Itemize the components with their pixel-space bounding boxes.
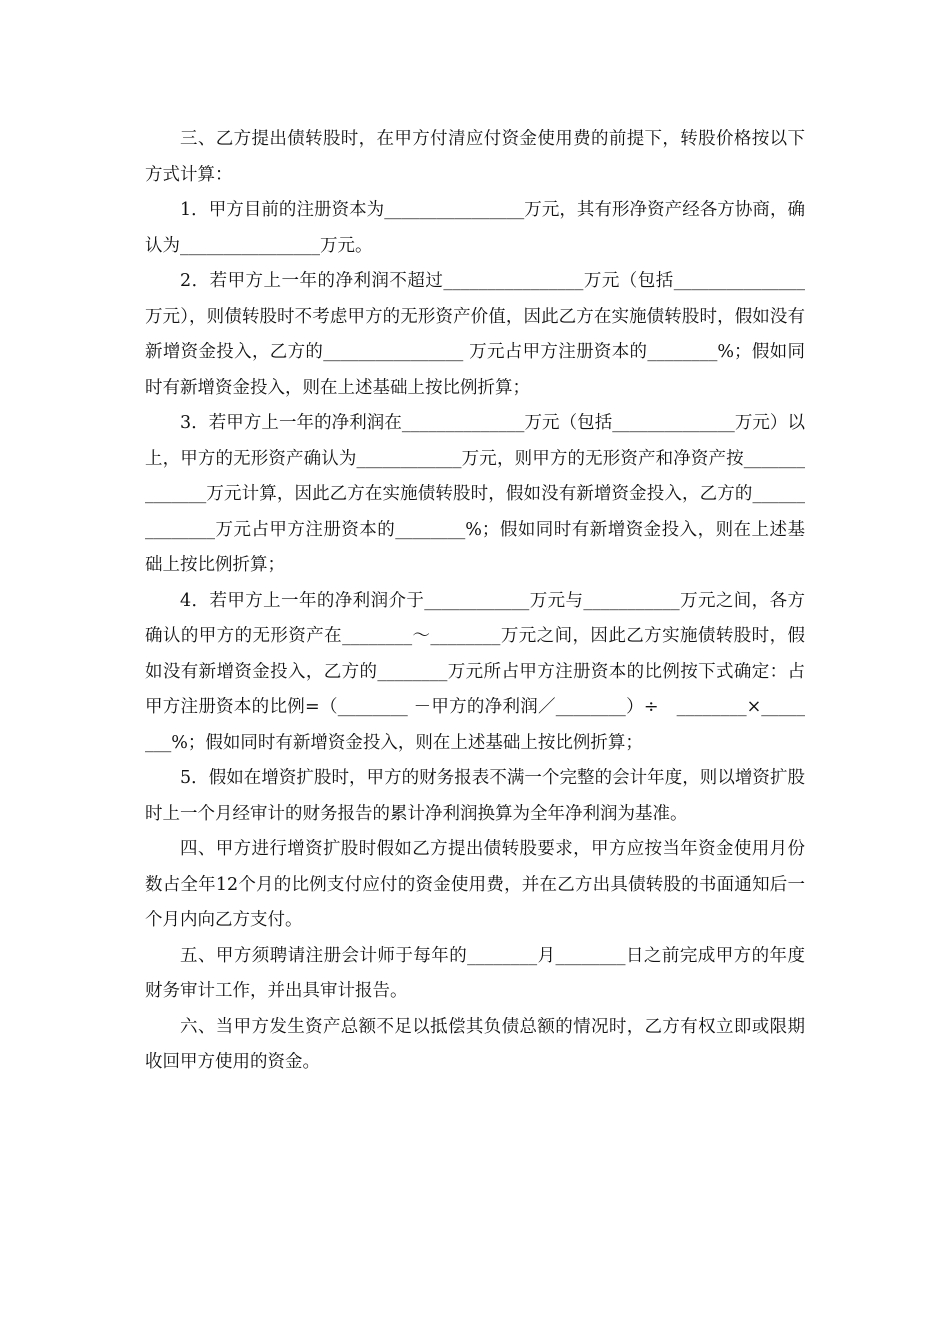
document-body [145, 122, 805, 1081]
paragraph-item-3: 3．若甲方上一年的净利润在______________万元（包括______________万元）以上，甲方的无形资产确认为____________万元，则甲方的无形资产和净资产按______________万元计算，因此乙方在实施债转股时，假如没有新增资金投入，乙方的______________万元占甲方注册资本的________%；假如同时有新增资金投入，则在上述基础上按比例折算； [145, 413, 805, 575]
paragraph-clause-3: 三、乙方提出债转股时，在甲方付清应付资金使用费的前提下，转股价格按以下方式计算： [145, 129, 805, 185]
paragraph-clause-6: 六、当甲方发生资产总额不足以抵偿其负债总额的情况时，乙方有权立即或限期收回甲方使用的资金。 [145, 1016, 805, 1072]
paragraph-item-4: 4．若甲方上一年的净利润介于____________万元与___________万元之间，各方确认的甲方的无形资产在________～________万元之间，因此乙方实施债转股时，假如没有新增资金投入，乙方的________万元所占甲方注册资本的比例按下式确定：占甲方注册资本的比例=（________ －甲方的净利润／________）÷ ________×________%；假如同时有新增资金投入，则在上述基础上按比例折算； [145, 590, 805, 753]
paragraph-item-1: 1．甲方目前的注册资本为________________万元，其有形净资产经各方协商，确认为________________万元。 [145, 200, 805, 256]
paragraph-item-5: 5．假如在增资扩股时，甲方的财务报表不满一个完整的会计年度，则以增资扩股时上一个月经审计的财务报告的累计净利润换算为全年净利润为基准。 [145, 768, 805, 824]
paragraph-clause-5: 五、甲方须聘请注册会计师于每年的________月________日之前完成甲方的年度财务审计工作，并出具审计报告。 [145, 945, 805, 1001]
paragraph-clause-4: 四、甲方进行增资扩股时假如乙方提出债转股要求，甲方应按当年资金使用月份数占全年12个月的比例支付应付的资金使用费，并在乙方出具债转股的书面通知后一个月内向乙方支付。 [145, 839, 805, 930]
paragraph-item-2: 2．若甲方上一年的净利润不超过________________万元（包括_______________万元），则债转股时不考虑甲方的无形资产价值，因此乙方在实施债转股时，假如没有新增资金投入，乙方的________________ 万元占甲方注册资本的________%；假如同时有新增资金投入，则在上述基础上按比例折算； [145, 271, 805, 398]
